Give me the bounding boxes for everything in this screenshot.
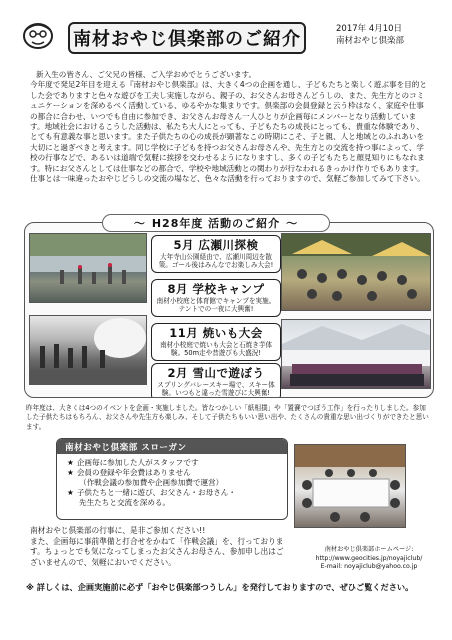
slogan-box: [56, 438, 288, 520]
slogan-item: ★ 会員の登録や年会費はありません: [67, 468, 191, 477]
dash-icon: 〜: [286, 217, 299, 230]
activities-title: [102, 214, 330, 232]
event-desc: 南材小校庭と体育館でキャンプを実施。テントでの一夜に大興奮!: [156, 297, 276, 314]
event-desc: 大年寺山公園経由で、広瀬川周辺を散策。ゴール後はみんなでお楽しみ大会!: [158, 253, 274, 270]
meeting-photo: [294, 444, 406, 528]
river-photo: [29, 233, 147, 303]
star-icon: ★: [67, 468, 74, 477]
camp-photo: [281, 233, 431, 311]
homepage-info: [306, 546, 432, 572]
snow-group-photo: [281, 319, 431, 389]
slogan-list: [57, 454, 287, 508]
footer-note: ※ 詳しくは、企画実施前に必ず「おやじ倶楽部つうしん」を発行しておりますので、ぜひご覧ください。: [26, 582, 414, 592]
star-icon: ★: [67, 488, 74, 497]
slogan-item: ★ 企画毎に参加した人がスタッフです: [67, 458, 199, 467]
event-february: [151, 363, 281, 398]
slogan-item: （作戦会議の参加費や企画参加費で運営）: [79, 478, 224, 487]
header: [22, 20, 422, 60]
event-name: 11月 焼いも大会: [169, 326, 263, 340]
activities-caption: 昨年度は、大きくは4つのイベントを企画・実施しました。皆なつかしい「紙相撲」や「置賽でつぼう工作」を行ったりしました。参加した子供たちはもちろん、お父さんや先生方も楽しみ、そして子供たちもいい思い出や、たくさんの貴重な思い出づくりができたと思います。: [26, 404, 429, 431]
invite-headline: 南材おやじ倶楽部の行事に、是非ご参加ください!!: [30, 526, 206, 535]
homepage-url[interactable]: http://www.geocities.jp/noyajiclub/: [315, 554, 423, 562]
event-name: 8月 学校キャンプ: [167, 282, 265, 296]
dash-icon: 〜: [133, 217, 146, 230]
slogan-item: ★ 子供たちと一緒に遊び、お父さん・お母さん・: [67, 488, 236, 497]
oyaji-logo-icon: [22, 22, 54, 50]
intro-greeting: 新入生の皆さん、ご父兄の皆様、ご入学おめでとうございます。: [36, 70, 257, 79]
event-desc: 南材小校庭で焼いも大会と石焼き芋体験。50m走や昔遊びも大盛況!: [159, 341, 273, 358]
slogan-title: 南材おやじ倶楽部 スローガン: [57, 439, 287, 454]
slogan-item: 先生たちと交流を深める。: [79, 498, 171, 507]
event-desc: スプリングバレースキー場で、スキー体験。いつもと違った雪遊びに大興奮!: [157, 381, 275, 398]
organization-name: 南材おやじ倶楽部: [336, 36, 405, 46]
event-name: 2月 雪山で遊ぼう: [167, 366, 265, 380]
page-title: 南材おやじ倶楽部のご紹介: [68, 22, 306, 54]
activities-title-text: H28年度 活動のご紹介: [151, 217, 281, 230]
activities-section: [24, 222, 434, 398]
intro-text: [30, 70, 428, 184]
intro-body: 今年度で発足2年目を迎える『南材おやじ倶楽部』は、大きく4つの企画を通し、子どもたちと楽しく遊ぶ事を目的とした会でありますと色々な遊びを工夫し実施しながら、親子の、お父さんお母さんどうしの、また、先生方とのコミュニケーションを深めるべく活動している、ゆるやかな集まりです。倶楽部の会員登録と云う枠はなく、家庭や仕事の都合に合わせ、いつでも自由に参加でき、お父さんお母さん一人ひとりが企画毎にメンバーとなり活動しています。地域社会におけるこうした活動は、私たち大人にとっても、子どもたちの成長にとっても、貴重な体験であり、とても有意義な事と思います。また子供たちの心の成長が顕著なこの時期にこそ、子と親、人と地域とのふれあいを大切にと過ぎべきと考えます。同じ学校に子どもを持つお父さんお母さんや、先生方との交流を持つ事によって、学校の行事などで、あるいは道端で気軽に挨拶を交わせるようになりますし、多くの子どもたちと顔見知りにもなれます。特にお父さんとしては仕事などの都合で、学校や地域活動との関わりが行なわれるきっかけ作りでもあります。仕事とは一味違ったおやじどうしの交流の場など、色々な活動を行っておりますので、気軽ご参加してみて下さい。: [30, 80, 427, 184]
event-name: 5月 広瀬川探検: [173, 238, 259, 252]
homepage-label: 南材おやじ倶楽部ホームページ:: [324, 546, 414, 553]
invitation-text: [30, 526, 290, 568]
event-august: [151, 279, 281, 317]
event-november: [151, 323, 281, 361]
event-may: [151, 235, 281, 273]
issue-date: 2017年 4月10日: [336, 24, 403, 34]
bonfire-photo: [29, 315, 147, 385]
homepage-email[interactable]: E-mail: noyajiclub@yahoo.co.jp: [320, 563, 418, 571]
invite-body: また、企画毎に事前準備と打合せをかねて「作戦会議」を、行っております。ちょっとでも気になってしまったお父さんお母さん、参加申し出はございませんので、気軽においでください。: [30, 536, 284, 567]
star-icon: ★: [67, 458, 74, 467]
